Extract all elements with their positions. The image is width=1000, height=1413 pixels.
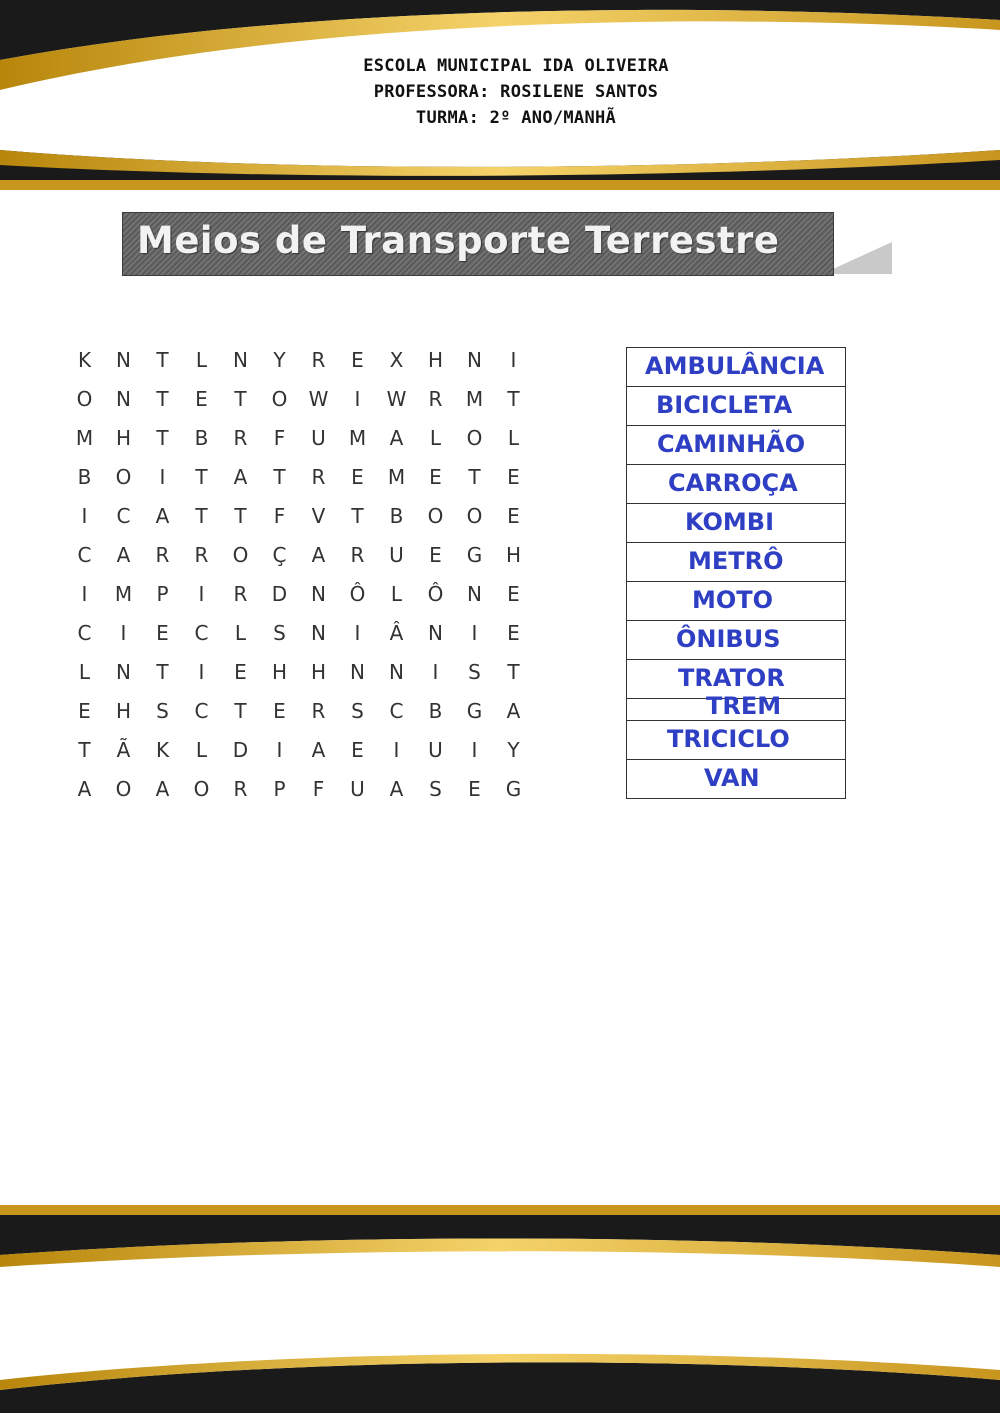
grid-row (65, 691, 533, 730)
grid-cell: R (233, 425, 248, 450)
grid-cell: M (387, 464, 406, 489)
grid-cell: B (389, 503, 404, 528)
footer-band (0, 1205, 1000, 1413)
page-title: Meios de Transporte Terrestre (137, 219, 780, 262)
grid-cell: Y (507, 737, 520, 762)
grid-cell: O (232, 542, 249, 567)
grid-cell: M (75, 425, 94, 450)
grid-cell: I (81, 581, 88, 606)
grid-cell: T (234, 503, 247, 528)
grid-cell: N (311, 620, 326, 645)
grid-cell: O (466, 425, 483, 450)
grid-cell: I (471, 737, 478, 762)
grid-cell: Â (389, 620, 404, 645)
grid-cell: O (115, 464, 132, 489)
word-list-item: ÔNIBUS (627, 621, 845, 660)
grid-cell: V (311, 503, 326, 528)
grid-cell: F (273, 503, 286, 528)
grid-cell: R (233, 776, 248, 801)
grid-row (65, 379, 533, 418)
word-list-item: BICICLETA (627, 387, 845, 426)
grid-cell: P (156, 581, 169, 606)
grid-cell: N (116, 659, 131, 684)
grid-cell: N (116, 386, 131, 411)
word-list-item: VAN (627, 760, 845, 799)
grid-row (65, 535, 533, 574)
grid-cell: O (115, 776, 132, 801)
grid-cell: A (506, 698, 521, 723)
grid-cell: C (194, 698, 209, 723)
grid-row (65, 574, 533, 613)
grid-row (65, 652, 533, 691)
grid-cell: N (311, 581, 326, 606)
grid-cell: O (76, 386, 93, 411)
grid-cell: P (273, 776, 286, 801)
grid-cell: O (466, 503, 483, 528)
grid-cell: M (114, 581, 133, 606)
grid-cell: T (195, 464, 208, 489)
grid-cell: N (116, 347, 131, 372)
grid-cell: I (432, 659, 439, 684)
grid-cell: I (276, 737, 283, 762)
grid-cell: K (155, 737, 170, 762)
teacher-name: PROFESSORA: ROSILENE SANTOS (373, 82, 659, 102)
grid-cell: R (428, 386, 443, 411)
grid-cell: A (311, 737, 326, 762)
grid-cell: H (115, 425, 132, 450)
grid-cell: R (155, 542, 170, 567)
grid-cell: T (156, 659, 169, 684)
grid-cell: I (393, 737, 400, 762)
grid-cell: E (351, 737, 364, 762)
grid-cell: E (195, 386, 208, 411)
grid-cell: G (466, 542, 483, 567)
grid-cell: Ô (349, 581, 366, 606)
grid-cell: O (271, 386, 288, 411)
grid-cell: L (390, 581, 403, 606)
grid-cell: N (428, 620, 443, 645)
grid-row (65, 730, 533, 769)
grid-cell: H (115, 698, 132, 723)
grid-cell: E (234, 659, 247, 684)
grid-cell: E (507, 464, 520, 489)
grid-cell: D (271, 581, 288, 606)
grid-cell: A (155, 503, 170, 528)
grid-cell: E (507, 503, 520, 528)
grid-cell: U (428, 737, 443, 762)
grid-cell: U (350, 776, 365, 801)
grid-cell: T (234, 698, 247, 723)
grid-cell: I (81, 503, 88, 528)
grid-cell: R (194, 542, 209, 567)
grid-cell: A (389, 776, 404, 801)
grid-cell: T (156, 347, 169, 372)
grid-cell: I (510, 347, 517, 372)
grid-cell: L (78, 659, 91, 684)
grid-cell: T (78, 737, 91, 762)
grid-cell: T (507, 386, 520, 411)
grid-cell: D (232, 737, 249, 762)
grid-cell: L (195, 347, 208, 372)
word-list-item: TREM (627, 699, 845, 721)
grid-cell: C (77, 620, 92, 645)
word-list-item: TRICICLO (627, 721, 845, 760)
grid-cell: I (471, 620, 478, 645)
grid-cell: T (273, 464, 286, 489)
school-name: ESCOLA MUNICIPAL IDA OLIVEIRA (363, 56, 669, 76)
grid-cell: E (507, 620, 520, 645)
grid-cell: T (507, 659, 520, 684)
grid-cell: E (429, 464, 442, 489)
grid-cell: E (351, 347, 364, 372)
grid-cell: Ç (272, 542, 287, 567)
grid-cell: I (354, 620, 361, 645)
word-search-grid (65, 340, 533, 808)
grid-cell: E (351, 464, 364, 489)
grid-row (65, 496, 533, 535)
grid-cell: O (427, 503, 444, 528)
word-list-item: METRÔ (627, 543, 845, 582)
grid-cell: F (273, 425, 286, 450)
grid-cell: T (351, 503, 364, 528)
grid-cell: A (233, 464, 248, 489)
grid-cell: X (389, 347, 404, 372)
grid-cell: H (310, 659, 327, 684)
grid-cell: B (428, 698, 443, 723)
grid-cell: Y (273, 347, 286, 372)
grid-cell: I (120, 620, 127, 645)
grid-row (65, 457, 533, 496)
grid-cell: S (156, 698, 169, 723)
grid-row (65, 613, 533, 652)
word-list-item: AMBULÂNCIA (627, 348, 845, 387)
grid-cell: I (198, 581, 205, 606)
grid-cell: B (194, 425, 209, 450)
grid-cell: H (427, 347, 444, 372)
grid-cell: W (386, 386, 407, 411)
school-info (0, 53, 1000, 131)
word-list (626, 347, 846, 799)
grid-cell: M (348, 425, 367, 450)
grid-cell: A (155, 776, 170, 801)
grid-cell: R (311, 347, 326, 372)
grid-cell: U (311, 425, 326, 450)
class-name: TURMA: 2º ANO/MANHÃ (415, 108, 617, 128)
grid-cell: S (429, 776, 442, 801)
grid-cell: G (466, 698, 483, 723)
grid-cell: N (350, 659, 365, 684)
grid-cell: S (468, 659, 481, 684)
grid-cell: B (77, 464, 92, 489)
grid-cell: E (507, 581, 520, 606)
word-list-item: MOTO (627, 582, 845, 621)
grid-cell: H (505, 542, 522, 567)
grid-cell: T (195, 503, 208, 528)
grid-cell: C (389, 698, 404, 723)
grid-cell: E (429, 542, 442, 567)
grid-cell: M (465, 386, 484, 411)
grid-cell: C (194, 620, 209, 645)
title-banner (122, 212, 892, 278)
grid-cell: U (389, 542, 404, 567)
grid-cell: L (234, 620, 247, 645)
grid-cell: E (78, 698, 91, 723)
word-list-item: KOMBI (627, 504, 845, 543)
grid-cell: R (233, 581, 248, 606)
grid-cell: N (467, 347, 482, 372)
grid-cell: N (467, 581, 482, 606)
grid-cell: E (273, 698, 286, 723)
grid-cell: I (198, 659, 205, 684)
grid-cell: N (233, 347, 248, 372)
grid-cell: A (311, 542, 326, 567)
grid-cell: S (351, 698, 364, 723)
grid-cell: T (234, 386, 247, 411)
grid-row (65, 418, 533, 457)
grid-cell: F (312, 776, 325, 801)
grid-cell: L (507, 425, 520, 450)
grid-cell: H (271, 659, 288, 684)
word-list-item: CARROÇA (627, 465, 845, 504)
grid-cell: T (468, 464, 481, 489)
grid-cell: W (308, 386, 329, 411)
grid-cell: R (311, 464, 326, 489)
grid-cell: N (389, 659, 404, 684)
grid-cell: R (311, 698, 326, 723)
word-list-item: TRATOR (627, 660, 845, 699)
title-bar (122, 212, 834, 276)
grid-cell: L (429, 425, 442, 450)
grid-cell: Ã (116, 737, 131, 762)
grid-cell: I (159, 464, 166, 489)
grid-cell: E (468, 776, 481, 801)
grid-cell: A (77, 776, 92, 801)
grid-cell: E (156, 620, 169, 645)
grid-cell: T (156, 425, 169, 450)
grid-cell: Ô (427, 581, 444, 606)
grid-cell: A (116, 542, 131, 567)
grid-cell: C (77, 542, 92, 567)
grid-cell: G (505, 776, 522, 801)
grid-row (65, 769, 533, 808)
word-list-item: CAMINHÃO (627, 426, 845, 465)
grid-cell: O (193, 776, 210, 801)
grid-cell: K (77, 347, 92, 372)
grid-cell: R (350, 542, 365, 567)
grid-cell: I (354, 386, 361, 411)
grid-cell: T (156, 386, 169, 411)
grid-cell: L (195, 737, 208, 762)
grid-cell: C (116, 503, 131, 528)
grid-row (65, 340, 533, 379)
grid-cell: S (273, 620, 286, 645)
grid-cell: A (389, 425, 404, 450)
